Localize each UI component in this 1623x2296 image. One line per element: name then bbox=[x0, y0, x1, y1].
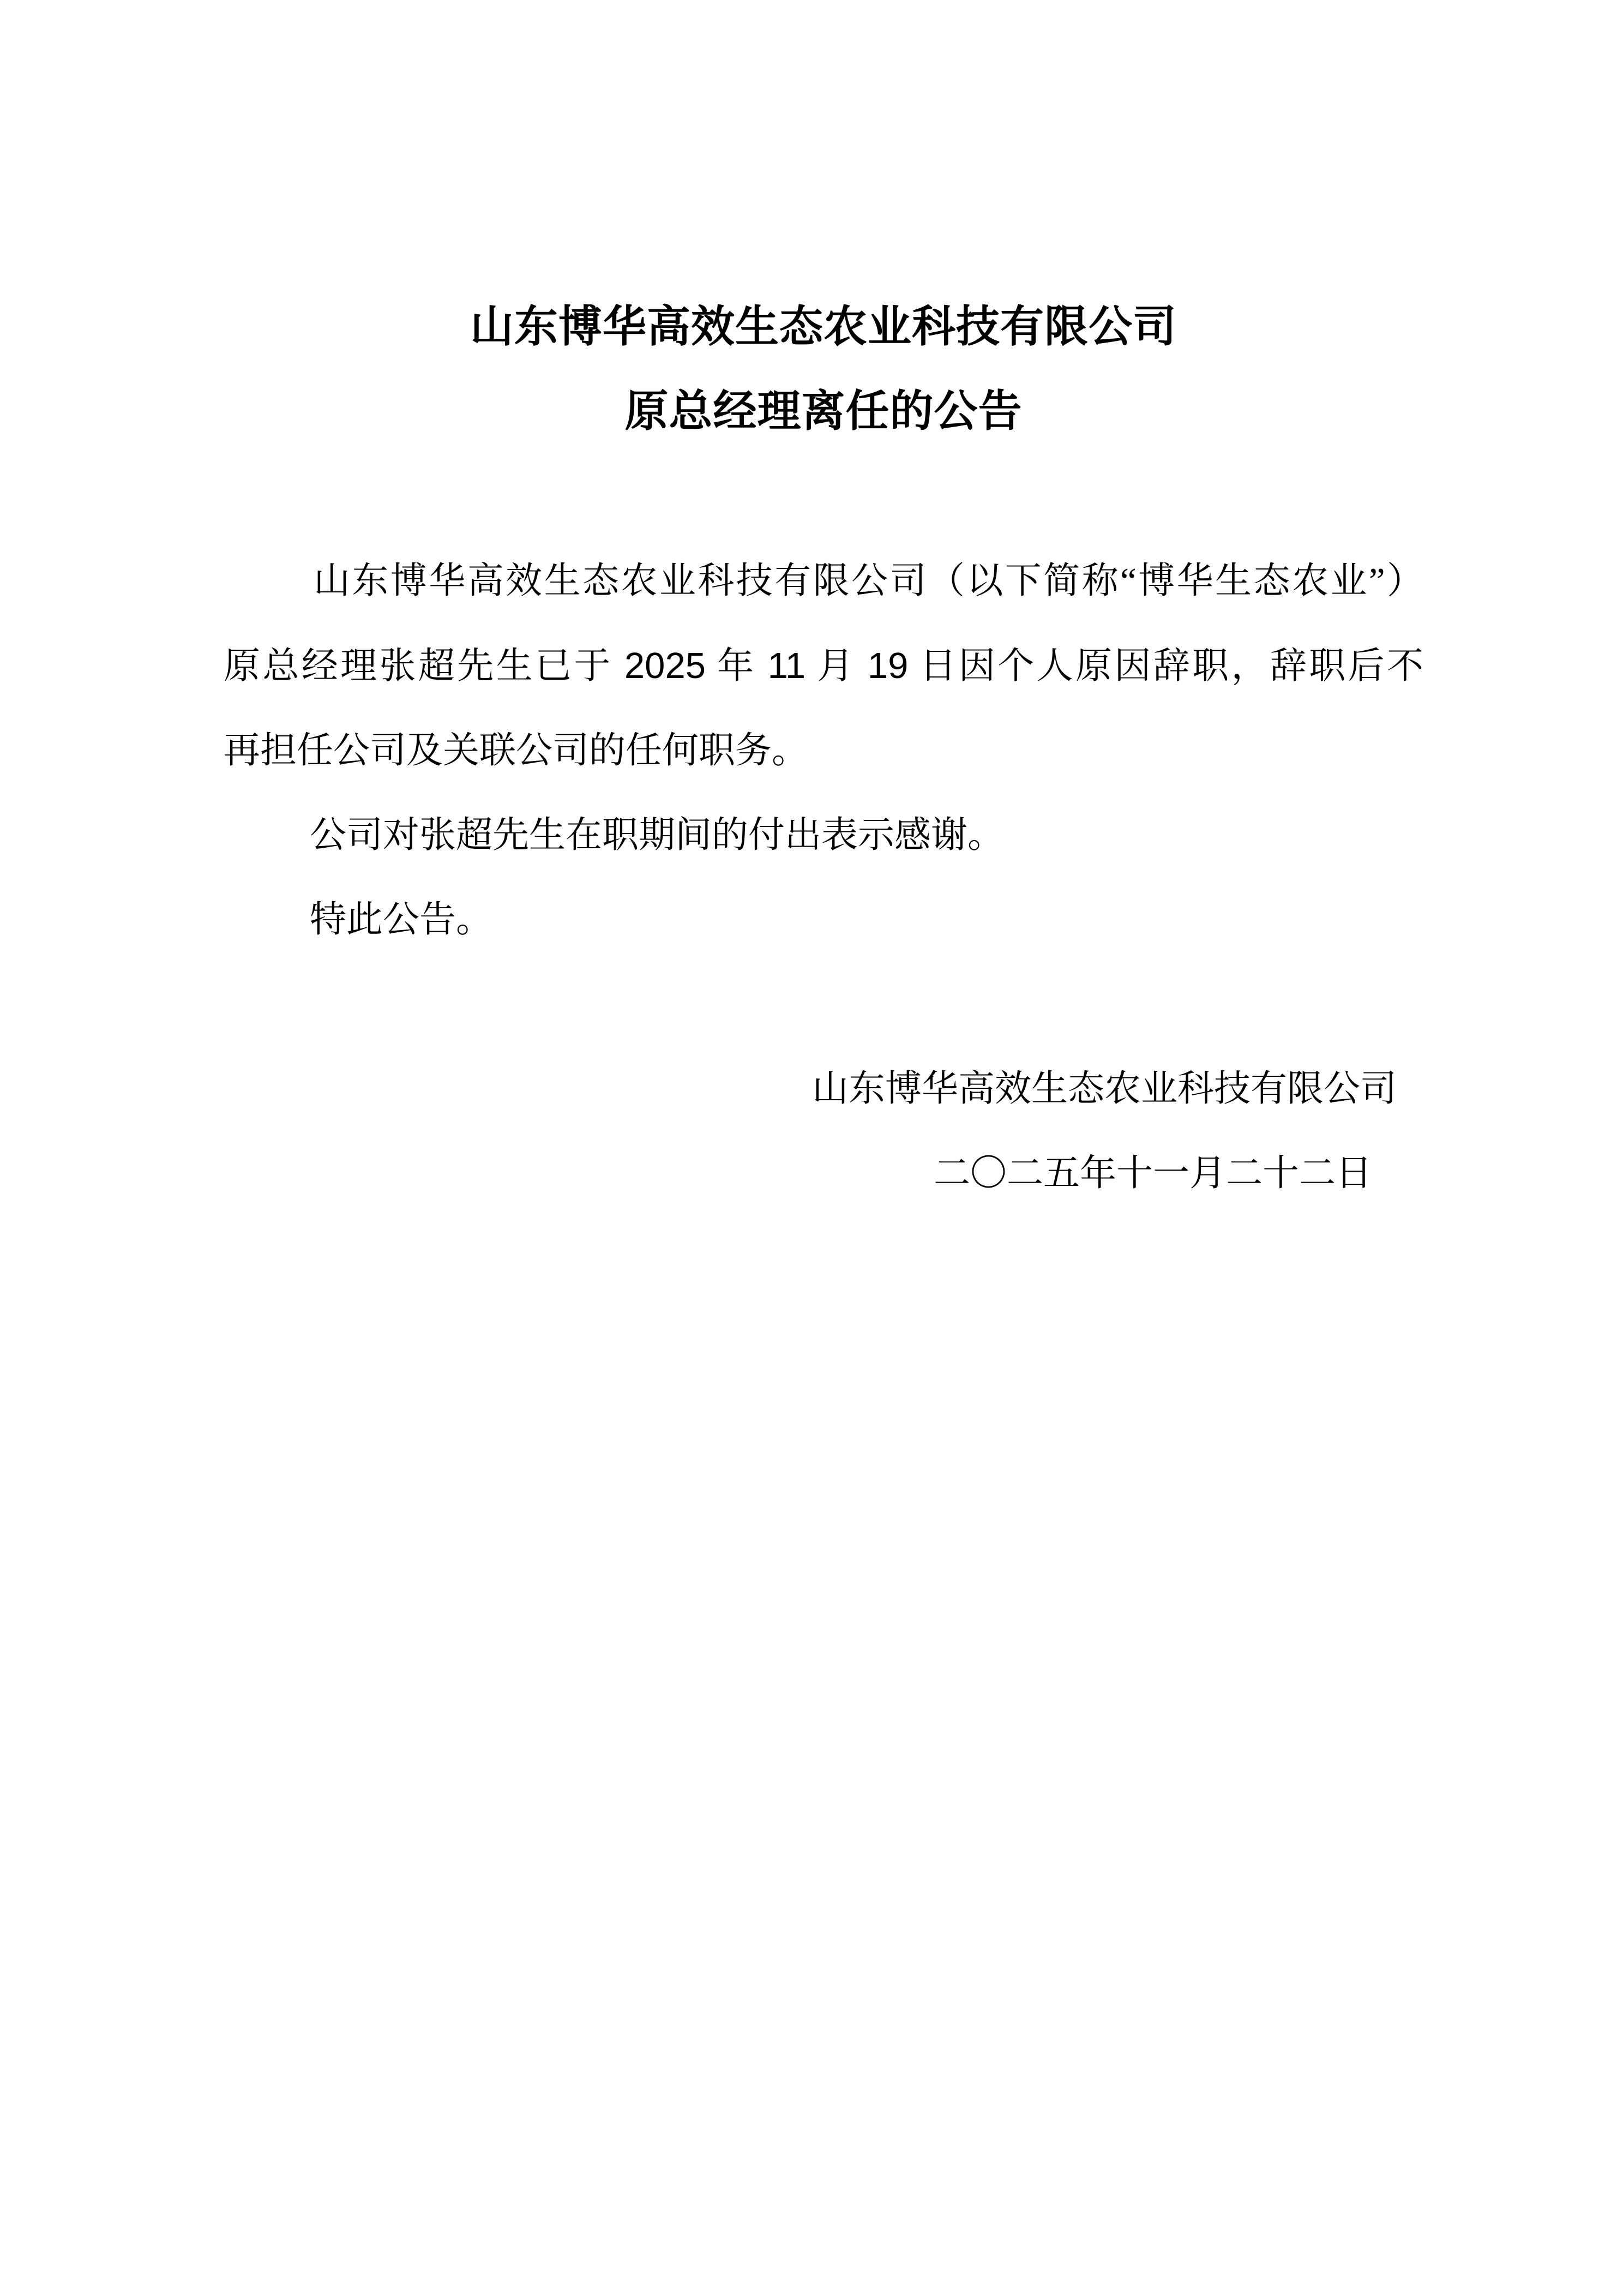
cjk-text-run: 原总经理张超先生已于 bbox=[224, 646, 624, 686]
paragraph1-line3: 再担任公司及关联公司的任何职务。 bbox=[224, 730, 808, 771]
latin-number-run: 11 bbox=[767, 645, 806, 686]
document-title-company-line: 山东博华高效生态农业科技有限公司 bbox=[470, 303, 1177, 351]
cjk-text-run: 年 bbox=[705, 646, 768, 686]
paragraph1-line2 bbox=[224, 624, 1423, 709]
signature-date: 二〇二五年十一月二十二日 bbox=[934, 1153, 1372, 1194]
document-content bbox=[224, 285, 1423, 1216]
title-body-spacer bbox=[224, 454, 1423, 539]
body-signature-spacer bbox=[224, 962, 1423, 1047]
signature-company-name: 山东博华高效生态农业科技有限公司 bbox=[812, 1069, 1397, 1109]
cjk-text-run: 日因个人原因辞职，辞职后不 bbox=[908, 646, 1424, 686]
latin-number-run: 2025 bbox=[624, 645, 706, 686]
paragraph2-thanks: 公司对张超先生在职期间的付出表示感谢。 bbox=[310, 815, 1004, 855]
cjk-text-run: 月 bbox=[806, 646, 868, 686]
paragraph1-line1: 山东博华高效生态农业科技有限公司（以下简称“博华生态农业”） bbox=[314, 561, 1423, 601]
latin-number-run: 19 bbox=[867, 645, 909, 686]
paragraph3-hereby-announced: 特此公告。 bbox=[310, 900, 492, 940]
document-title-subject-line: 原总经理离任的公告 bbox=[624, 388, 1023, 436]
